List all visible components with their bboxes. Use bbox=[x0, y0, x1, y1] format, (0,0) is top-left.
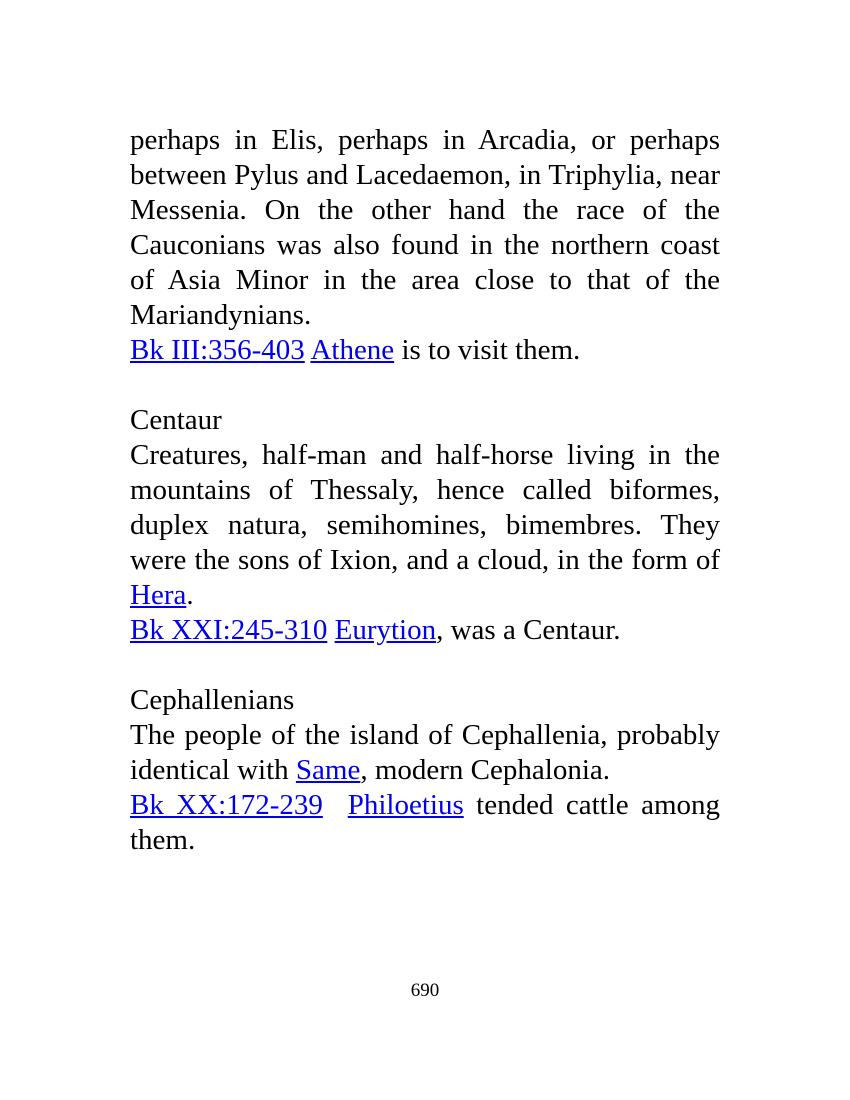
ref-link-bk-xxi[interactable]: Bk XXI:245-310 bbox=[130, 614, 328, 646]
spacer bbox=[130, 368, 720, 403]
centaur-description bbox=[130, 438, 720, 613]
cephallenians-text: The people of the island of Cephallenia, probably identical with bbox=[130, 719, 720, 786]
page-body bbox=[130, 123, 720, 858]
centaur-reference bbox=[130, 613, 720, 648]
athene-link[interactable]: Athene bbox=[310, 334, 395, 366]
spacer bbox=[130, 648, 720, 683]
hera-link[interactable]: Hera bbox=[130, 579, 187, 611]
page-number: 690 bbox=[410, 980, 440, 1001]
ref-link-bk-iii[interactable]: Bk III:356-403 bbox=[130, 334, 305, 366]
centaur-text: Creatures, half-man and half-horse living in the mountains of Thessaly, hence called biformes, duplex natura, semihomines, bimembres. They were the sons of Ixion, and a cloud, in the form of bbox=[130, 439, 720, 576]
cephallenians-reference bbox=[130, 788, 720, 858]
cephallenians-description bbox=[130, 718, 720, 788]
cauconians-ref-tail: is to visit them. bbox=[394, 334, 581, 366]
cephallenians-heading: Cephallenians bbox=[130, 684, 295, 716]
ref-link-bk-xx[interactable]: Bk XX:172-239 bbox=[130, 789, 323, 821]
philoetius-link[interactable]: Philoetius bbox=[347, 789, 464, 821]
centaur-text-end: . bbox=[186, 579, 194, 611]
same-link[interactable]: Same bbox=[295, 754, 361, 786]
cephallenians-text-end: , modern Cephalonia. bbox=[360, 754, 611, 786]
eurytion-link[interactable]: Eurytion bbox=[334, 614, 437, 646]
cauconians-text: perhaps in Elis, perhaps in Arcadia, or perhaps between Pylus and Lacedaemon, in Triphylia, near Messenia. On the other hand the race of the Cauconians was also found in the northern coast of Asia Minor in the area close to that of the Mariandynians. bbox=[130, 124, 720, 331]
centaur-heading: Centaur bbox=[130, 404, 222, 436]
cauconians-reference bbox=[130, 333, 720, 368]
cauconians-description bbox=[130, 123, 720, 333]
centaur-ref-tail: , was a Centaur. bbox=[436, 614, 621, 646]
cephallenians-ref-tail: tended cattle among them. bbox=[130, 789, 721, 856]
